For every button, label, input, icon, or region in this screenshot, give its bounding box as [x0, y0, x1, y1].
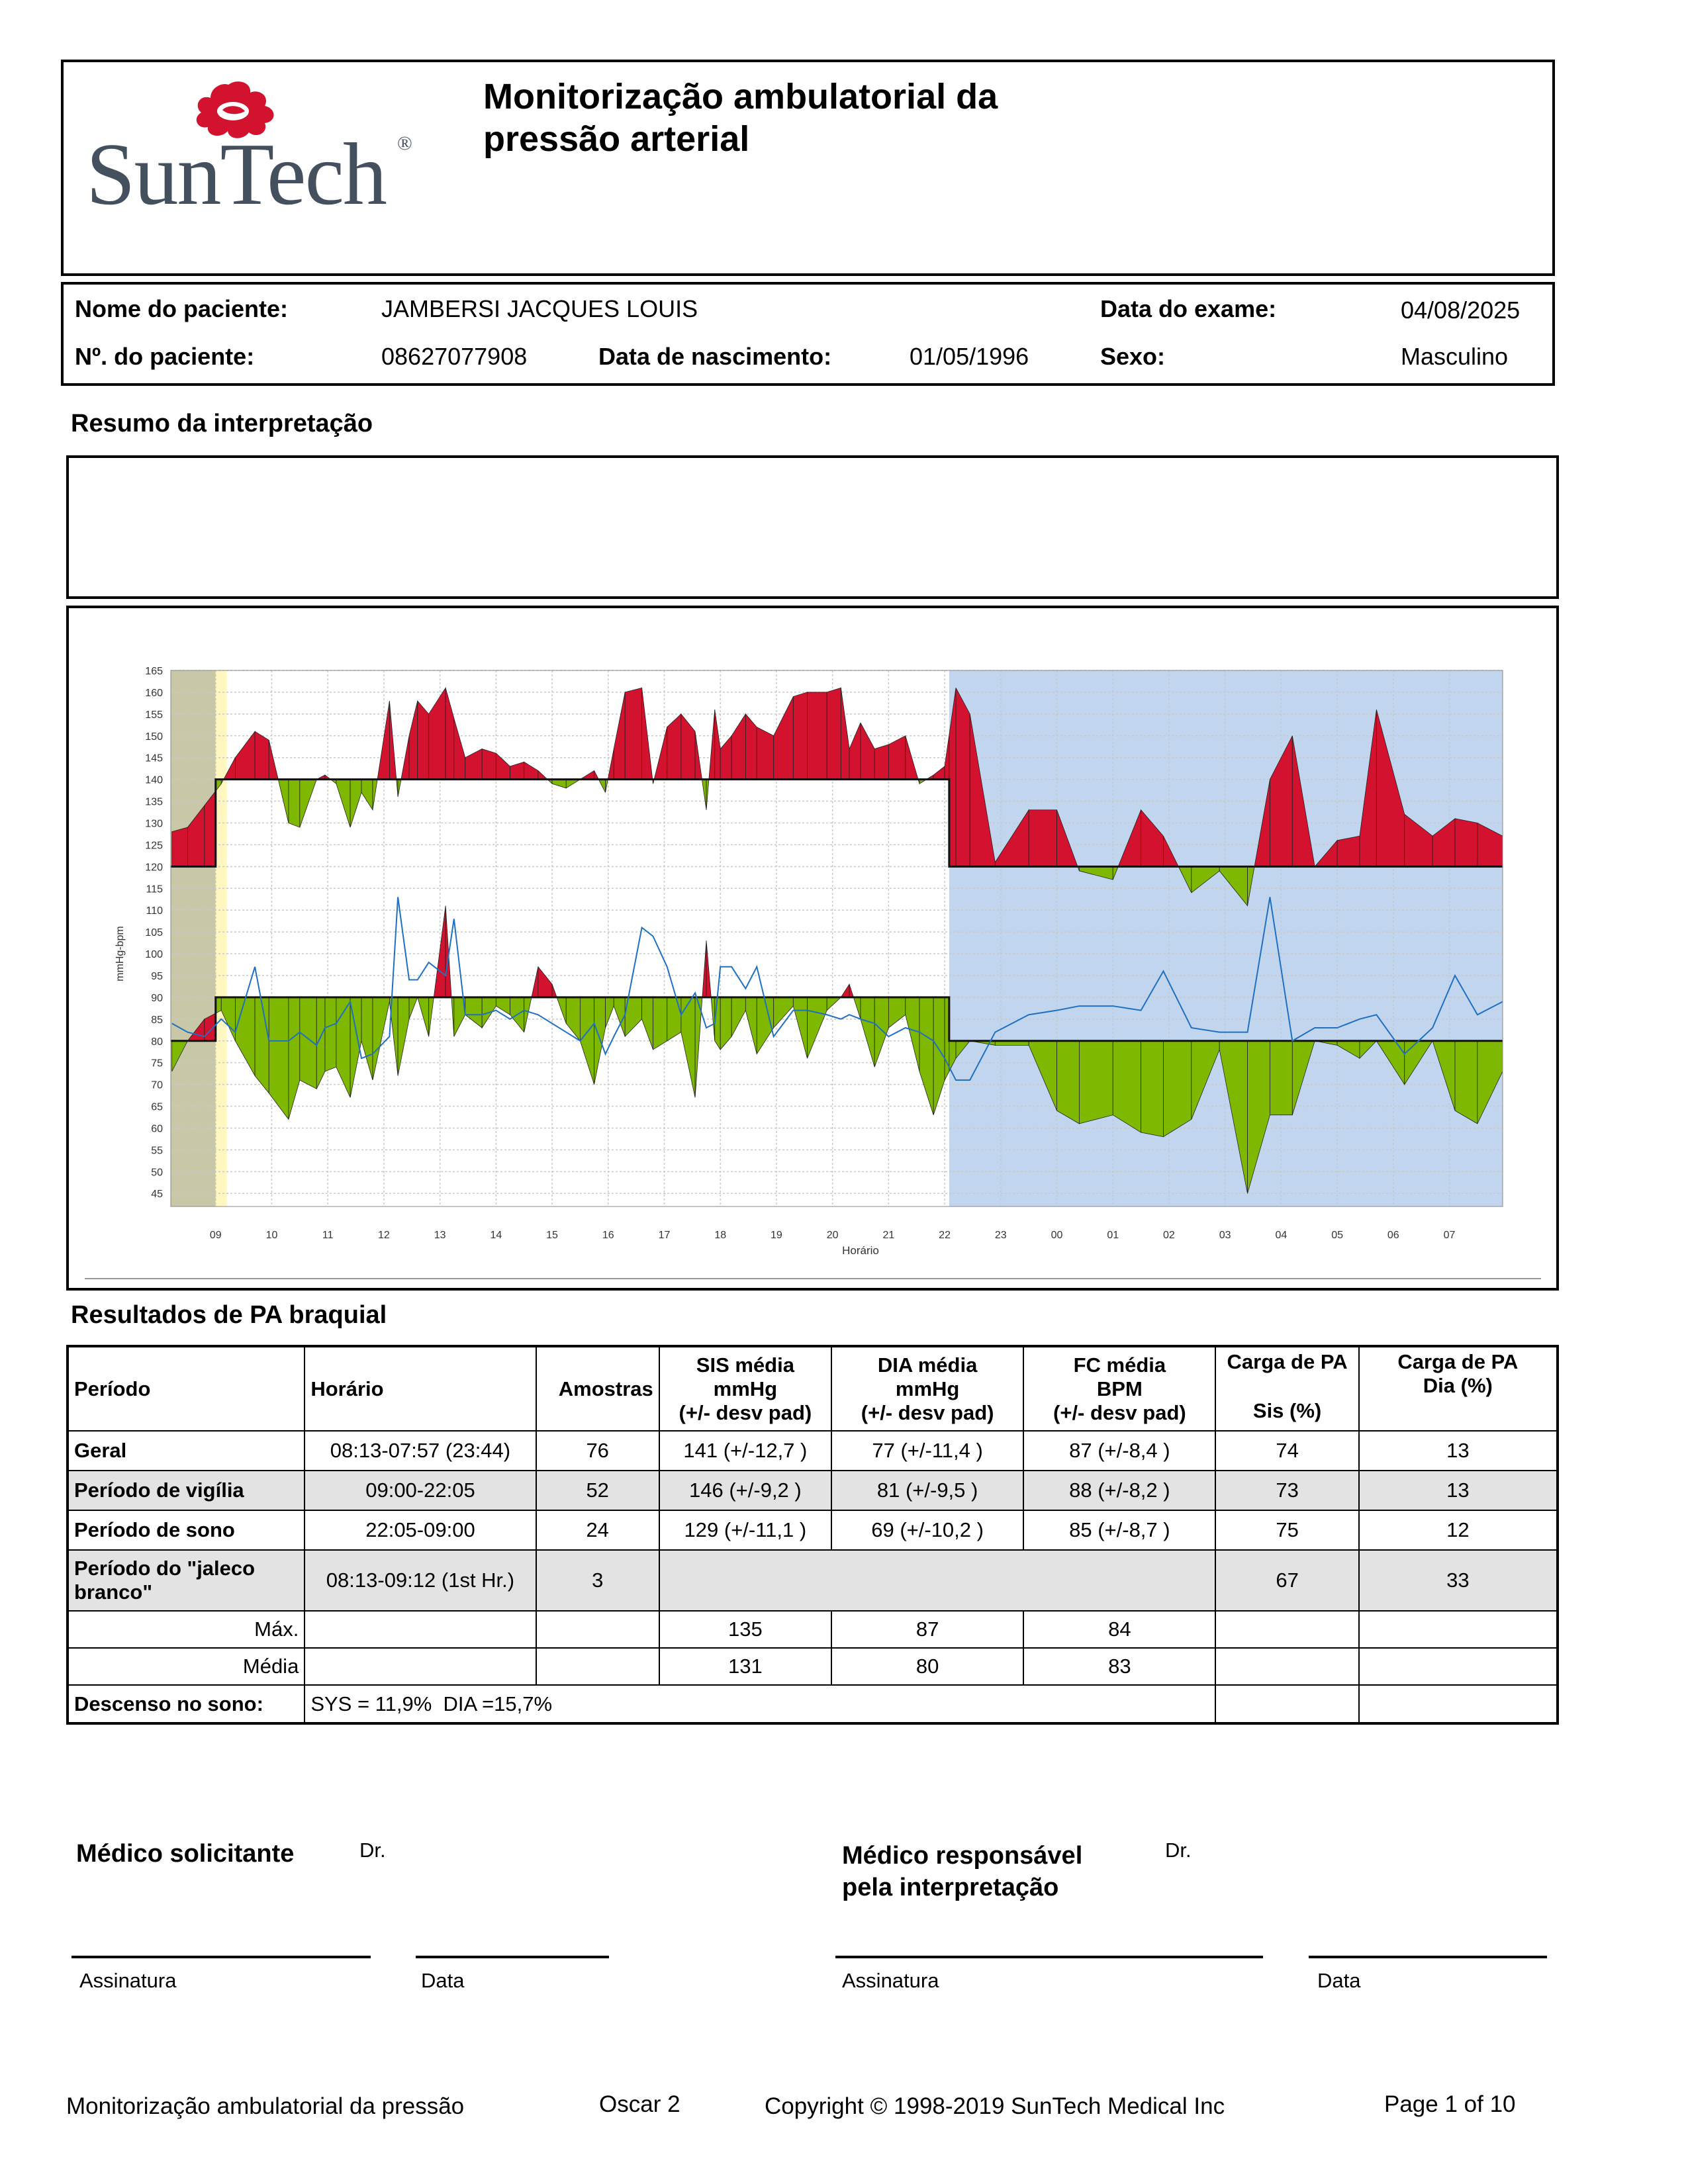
row-fc: 85 (+/-8,7 ) — [1023, 1510, 1215, 1550]
diastolic-over-area — [702, 940, 706, 997]
systolic-over-area — [681, 714, 695, 780]
solicitante-label: Médico solicitante — [76, 1840, 295, 1868]
systolic-over-area — [1337, 836, 1360, 866]
y-tick-label: 165 — [145, 666, 163, 677]
systolic-over-area — [580, 770, 594, 779]
diastolic-over-area — [706, 940, 711, 997]
diastolic-under-area — [289, 997, 300, 1119]
x-tick-label: 23 — [994, 1230, 1007, 1241]
diastolic-under-area — [715, 997, 720, 1050]
diastolic-under-area — [642, 997, 653, 1050]
footer-title: Monitorização ambulatorial da pressão — [66, 2093, 465, 2119]
diastolic-over-area — [552, 984, 557, 997]
responsavel-label-line2: pela interpretação — [842, 1874, 1059, 1901]
y-tick-label: 75 — [151, 1058, 163, 1069]
x-tick-label: 03 — [1219, 1230, 1231, 1241]
y-tick-label: 45 — [151, 1189, 163, 1201]
diastolic-under-area — [853, 997, 861, 1019]
systolic-under-area — [598, 780, 605, 793]
col-dia-line1: DIA média — [877, 1353, 978, 1377]
diastolic-under-area — [580, 997, 594, 1085]
x-tick-label: 21 — [882, 1230, 895, 1241]
chart-bottom-divider — [85, 1278, 1541, 1279]
col-sis-line2: mmHg — [713, 1377, 778, 1400]
row-carga-sis: 75 — [1215, 1510, 1358, 1550]
row-carga-dia: 33 — [1359, 1550, 1558, 1611]
systolic-over-area — [538, 770, 547, 779]
systolic-over-area — [808, 692, 827, 780]
systolic-over-area — [625, 688, 641, 779]
diastolic-under-area — [1057, 1041, 1080, 1124]
x-tick-label: 20 — [826, 1230, 839, 1241]
sex-value: Masculino — [1401, 343, 1509, 370]
row-fc: 88 (+/-8,2 ) — [1023, 1471, 1215, 1510]
diastolic-under-area — [1455, 1041, 1477, 1124]
systolic-under-area — [336, 780, 350, 827]
systolic-over-area — [235, 731, 255, 779]
row-carga-sis: 73 — [1215, 1471, 1358, 1510]
y-tick-label: 80 — [151, 1036, 163, 1048]
row-periodo: Geral — [68, 1431, 305, 1471]
x-tick-label: 16 — [602, 1230, 614, 1241]
report-title — [483, 75, 998, 160]
y-tick-label: 50 — [151, 1167, 163, 1179]
date-caption-solicitante: Data — [421, 1969, 465, 1992]
diastolic-under-area — [398, 997, 409, 1076]
systolic-under-area — [350, 780, 361, 827]
table-row — [68, 1550, 1558, 1611]
x-tick-label: 13 — [434, 1230, 446, 1241]
empty-cell — [1359, 1648, 1558, 1685]
x-tick-label: 01 — [1107, 1230, 1119, 1241]
results-heading: Resultados de PA braquial — [71, 1301, 387, 1329]
systolic-over-area — [1029, 810, 1056, 867]
summary-box — [66, 455, 1559, 599]
birth-date-value: 01/05/1996 — [910, 343, 1029, 370]
table-row-max — [68, 1611, 1558, 1648]
footer-copyright: Copyright © 1998-2019 SunTech Medical Inc — [765, 2093, 1225, 2119]
diastolic-under-area — [888, 997, 905, 1028]
systolic-over-area — [465, 749, 482, 780]
diastolic-over-area — [434, 906, 445, 997]
col-carga-sis-line2: Sis (%) — [1252, 1399, 1322, 1422]
diastolic-under-area — [235, 997, 255, 1076]
col-fc-line2: BPM — [1096, 1377, 1143, 1400]
empty-cell — [536, 1611, 659, 1648]
systolic-over-area — [956, 688, 970, 866]
media-sis: 131 — [659, 1648, 831, 1685]
table-row-media — [68, 1648, 1558, 1685]
systolic-under-area — [606, 780, 608, 793]
empty-cell — [1215, 1648, 1358, 1685]
col-sis-line3: (+/- desv pad) — [679, 1400, 812, 1424]
x-tick-label: 15 — [546, 1230, 558, 1241]
systolic-over-area — [745, 714, 757, 780]
col-sis — [659, 1346, 831, 1431]
diastolic-under-area — [361, 997, 373, 1080]
systolic-over-area — [454, 718, 465, 779]
white-coat-band — [171, 670, 216, 1206]
table-row — [68, 1471, 1558, 1510]
date-caption-responsavel: Data — [1317, 1969, 1361, 1992]
col-dia-line3: (+/- desv pad) — [861, 1400, 994, 1424]
col-carga-dia-line1: Carga de PA — [1397, 1350, 1519, 1373]
empty-cell — [536, 1648, 659, 1685]
footer-device: Oscar 2 — [599, 2091, 680, 2117]
col-dia — [831, 1346, 1023, 1431]
y-tick-label: 150 — [145, 731, 163, 743]
systolic-over-area — [608, 749, 614, 780]
diastolic-under-area — [874, 997, 888, 1067]
systolic-over-area — [774, 697, 794, 780]
diastolic-under-area — [808, 997, 827, 1058]
x-tick-label: 05 — [1331, 1230, 1343, 1241]
row-dia: 77 (+/-11,4 ) — [831, 1431, 1023, 1471]
empty-cell — [1215, 1611, 1358, 1648]
responsavel-label-line1: Médico responsável — [842, 1842, 1083, 1870]
col-carga-dia — [1359, 1346, 1558, 1431]
y-tick-label: 115 — [146, 884, 163, 895]
x-tick-label: 22 — [939, 1230, 951, 1241]
systolic-over-area — [720, 736, 731, 780]
systolic-over-area — [757, 727, 773, 780]
max-sis: 135 — [659, 1611, 831, 1648]
systolic-over-area — [642, 688, 653, 779]
systolic-over-area — [933, 766, 945, 780]
empty-cell — [305, 1648, 536, 1685]
systolic-under-area — [398, 780, 401, 797]
diastolic-under-area — [745, 997, 757, 1054]
systolic-over-area — [172, 827, 188, 866]
systolic-under-area — [566, 780, 580, 788]
white-coat-end-marker — [216, 670, 227, 1206]
signature-line-solicitante — [71, 1956, 371, 1958]
systolic-over-area — [861, 723, 874, 780]
col-periodo: Período — [68, 1346, 305, 1431]
systolic-over-area — [715, 709, 720, 779]
y-tick-label: 110 — [146, 905, 163, 917]
x-tick-label: 07 — [1443, 1230, 1456, 1241]
row-dia: 69 (+/-10,2 ) — [831, 1510, 1023, 1550]
table-row — [68, 1510, 1558, 1550]
y-tick-label: 90 — [151, 992, 163, 1004]
responsavel-dr: Dr. — [1165, 1839, 1192, 1862]
diastolic-under-area — [720, 997, 731, 1050]
x-tick-label: 14 — [490, 1230, 502, 1241]
signature-caption-solicitante: Assinatura — [79, 1969, 177, 1992]
diastolic-under-area — [465, 997, 482, 1028]
systolic-over-area — [874, 745, 888, 780]
results-header-row — [68, 1346, 1558, 1431]
exam-date-label: Data do exame: — [1100, 295, 1277, 322]
diastolic-under-area — [1079, 1041, 1113, 1124]
systolic-over-area — [510, 762, 524, 779]
diastolic-under-area — [524, 997, 532, 1032]
x-tick-label: 17 — [658, 1230, 671, 1241]
y-tick-label: 55 — [151, 1145, 163, 1157]
col-carga-dia-line2: Dia (%) — [1423, 1374, 1493, 1397]
diastolic-under-area — [606, 997, 614, 1028]
diastolic-under-area — [793, 997, 807, 1058]
systolic-over-area — [389, 701, 396, 780]
footer-page: Page 1 of 10 — [1384, 2091, 1516, 2117]
row-periodo: Período de sono — [68, 1510, 305, 1550]
media-dia: 80 — [831, 1648, 1023, 1685]
y-tick-label: 135 — [145, 796, 163, 808]
y-tick-label: 160 — [145, 687, 163, 699]
sex-label: Sexo: — [1100, 343, 1166, 370]
diastolic-under-area — [325, 997, 336, 1071]
diastolic-under-area — [418, 997, 429, 1036]
signature-caption-responsavel: Assinatura — [842, 1969, 939, 1992]
diastolic-over-area — [538, 967, 552, 997]
report-title-line1: Monitorização ambulatorial da — [483, 77, 998, 116]
x-tick-label: 11 — [322, 1230, 334, 1241]
x-tick-label: 18 — [714, 1230, 727, 1241]
max-fc: 84 — [1023, 1611, 1215, 1648]
col-carga-sis-line1: Carga de PA — [1227, 1350, 1348, 1373]
y-tick-label: 140 — [145, 774, 163, 786]
y-tick-label: 95 — [151, 970, 163, 982]
row-fc: 87 (+/-8,4 ) — [1023, 1431, 1215, 1471]
systolic-over-area — [654, 727, 667, 780]
systolic-under-area — [706, 780, 709, 810]
empty-cell — [305, 1611, 536, 1648]
row-horario: 09:00-22:05 — [305, 1471, 536, 1510]
suntech-logo — [86, 79, 417, 223]
diastolic-under-area — [653, 997, 667, 1050]
descenso-value: SYS = 11,9% DIA =15,7% — [305, 1685, 1215, 1723]
col-dia-line2: mmHg — [895, 1377, 960, 1400]
diastolic-under-area — [1141, 1041, 1164, 1137]
row-carga-sis: 67 — [1215, 1550, 1358, 1611]
media-fc: 83 — [1023, 1648, 1215, 1685]
y-tick-label: 70 — [151, 1079, 163, 1091]
diastolic-under-area — [451, 997, 454, 1036]
systolic-over-area — [409, 701, 418, 780]
systolic-over-area — [1455, 819, 1477, 866]
summary-heading: Resumo da interpretação — [71, 410, 373, 437]
media-label: Média — [68, 1648, 305, 1685]
x-tick-label: 19 — [771, 1230, 782, 1241]
logo-registered-mark: ® — [397, 132, 412, 154]
systolic-under-area — [373, 780, 377, 810]
date-line-solicitante — [416, 1956, 609, 1958]
x-tick-label: 02 — [1163, 1230, 1175, 1241]
signature-line-responsavel — [835, 1956, 1263, 1958]
row-amostras: 3 — [536, 1550, 659, 1611]
col-amostras: Amostras — [536, 1346, 659, 1431]
systolic-over-area — [731, 714, 745, 780]
report-title-line2: pressão arterial — [483, 119, 750, 159]
col-fc-line1: FC média — [1073, 1353, 1166, 1377]
row-amostras: 76 — [536, 1431, 659, 1471]
x-tick-label: 04 — [1275, 1230, 1288, 1241]
col-horario: Horário — [305, 1346, 536, 1431]
max-label: Máx. — [68, 1611, 305, 1648]
systolic-under-area — [289, 780, 300, 827]
responsavel-label — [842, 1840, 1082, 1903]
y-tick-label: 130 — [145, 818, 163, 830]
row-periodo: Período de vigília — [68, 1471, 305, 1510]
row-horario: 22:05-09:00 — [305, 1510, 536, 1550]
diastolic-over-area — [841, 984, 849, 997]
y-tick-label: 65 — [151, 1101, 163, 1113]
diastolic-under-area — [409, 997, 418, 1019]
descenso-label: Descenso no sono: — [68, 1685, 305, 1723]
systolic-over-area — [841, 688, 849, 779]
x-tick-label: 12 — [378, 1230, 390, 1241]
patient-id-label: Nº. do paciente: — [75, 343, 255, 370]
row-sis: 146 (+/-9,2 ) — [659, 1471, 831, 1510]
table-row — [68, 1431, 1558, 1471]
systolic-under-area — [702, 780, 706, 810]
x-axis-label: Horário — [842, 1244, 879, 1257]
col-fc — [1023, 1346, 1215, 1431]
systolic-over-area — [667, 714, 681, 780]
diastolic-under-area — [919, 997, 933, 1115]
systolic-under-area — [361, 780, 373, 810]
systolic-over-area — [429, 688, 445, 779]
diastolic-under-area — [827, 997, 841, 1011]
patient-name-value: JAMBERSI JACQUES LOUIS — [381, 295, 698, 322]
diastolic-under-area — [1270, 1041, 1292, 1115]
systolic-over-area — [496, 753, 510, 780]
systolic-over-area — [255, 731, 269, 779]
results-table — [66, 1345, 1559, 1725]
diastolic-over-area — [532, 967, 538, 997]
x-tick-label: 09 — [209, 1230, 222, 1241]
patient-id-value: 08627077908 — [381, 343, 528, 370]
empty-cell — [1359, 1611, 1558, 1648]
systolic-over-area — [418, 701, 429, 780]
systolic-over-area — [793, 692, 807, 780]
row-sis-dia-fc — [659, 1550, 1216, 1611]
y-tick-label: 155 — [145, 709, 163, 721]
diastolic-under-area — [906, 997, 919, 1071]
empty-cell — [1359, 1685, 1558, 1723]
row-carga-dia: 13 — [1359, 1471, 1558, 1510]
logo-wordmark: SunTech — [86, 125, 386, 223]
row-amostras: 24 — [536, 1510, 659, 1550]
systolic-over-area — [377, 701, 389, 780]
diastolic-under-area — [667, 997, 681, 1041]
y-tick-label: 60 — [151, 1123, 163, 1135]
row-carga-dia: 12 — [1359, 1510, 1558, 1550]
systolic-over-area — [524, 762, 538, 779]
col-fc-line3: (+/- desv pad) — [1053, 1400, 1186, 1424]
row-amostras: 52 — [536, 1471, 659, 1510]
row-dia: 81 (+/-9,5 ) — [831, 1471, 1023, 1510]
y-axis-label: mmHg-bpm — [115, 926, 126, 981]
x-tick-label: 10 — [265, 1230, 278, 1241]
row-carga-sis: 74 — [1215, 1431, 1358, 1471]
empty-cell — [1215, 1685, 1358, 1723]
y-tick-label: 120 — [145, 862, 163, 874]
x-tick-label: 06 — [1387, 1230, 1399, 1241]
row-sis: 141 (+/-12,7 ) — [659, 1431, 831, 1471]
solicitante-dr: Dr. — [359, 1839, 386, 1862]
date-line-responsavel — [1309, 1956, 1547, 1958]
systolic-over-area — [614, 692, 625, 780]
summary-text — [69, 458, 1556, 479]
systolic-over-area — [482, 749, 496, 780]
birth-date-label: Data de nascimento: — [598, 343, 832, 370]
systolic-over-area — [445, 688, 454, 779]
diastolic-under-area — [429, 997, 434, 1036]
y-tick-label: 105 — [145, 927, 163, 939]
y-tick-label: 125 — [145, 840, 163, 852]
diastolic-under-area — [255, 997, 269, 1093]
row-horario: 08:13-07:57 (23:44) — [305, 1431, 536, 1471]
diastolic-under-area — [861, 997, 874, 1067]
systolic-over-area — [695, 731, 702, 779]
systolic-over-area — [709, 709, 715, 779]
systolic-over-area — [594, 770, 599, 779]
row-periodo: Período do "jaleco branco" — [68, 1550, 305, 1611]
row-sis: 129 (+/-11,1 ) — [659, 1510, 831, 1550]
diastolic-over-area — [849, 984, 853, 997]
y-tick-label: 85 — [151, 1014, 163, 1026]
row-horario: 08:13-09:12 (1st Hr.) — [305, 1550, 536, 1611]
max-dia: 87 — [831, 1611, 1023, 1648]
col-sis-line1: SIS média — [696, 1353, 794, 1377]
table-row-descenso — [68, 1685, 1558, 1723]
y-tick-label: 100 — [145, 949, 163, 961]
col-carga-sis — [1215, 1346, 1358, 1431]
systolic-over-area — [827, 688, 841, 779]
row-carga-dia: 13 — [1359, 1431, 1558, 1471]
diastolic-under-area — [566, 997, 580, 1041]
systolic-under-area — [552, 780, 566, 788]
systolic-over-area — [849, 723, 861, 780]
exam-date-value: 04/08/2025 — [1401, 296, 1521, 324]
x-tick-label: 00 — [1051, 1230, 1063, 1241]
diastolic-under-area — [731, 997, 745, 1036]
systolic-under-area — [300, 780, 316, 827]
bp-chart — [99, 652, 1523, 1261]
systolic-over-area — [269, 740, 278, 779]
patient-name-label: Nome do paciente: — [75, 295, 289, 322]
y-tick-label: 145 — [145, 752, 163, 764]
systolic-over-area — [888, 736, 905, 780]
systolic-over-area — [906, 736, 918, 780]
sleep-period-band — [949, 670, 1503, 1206]
